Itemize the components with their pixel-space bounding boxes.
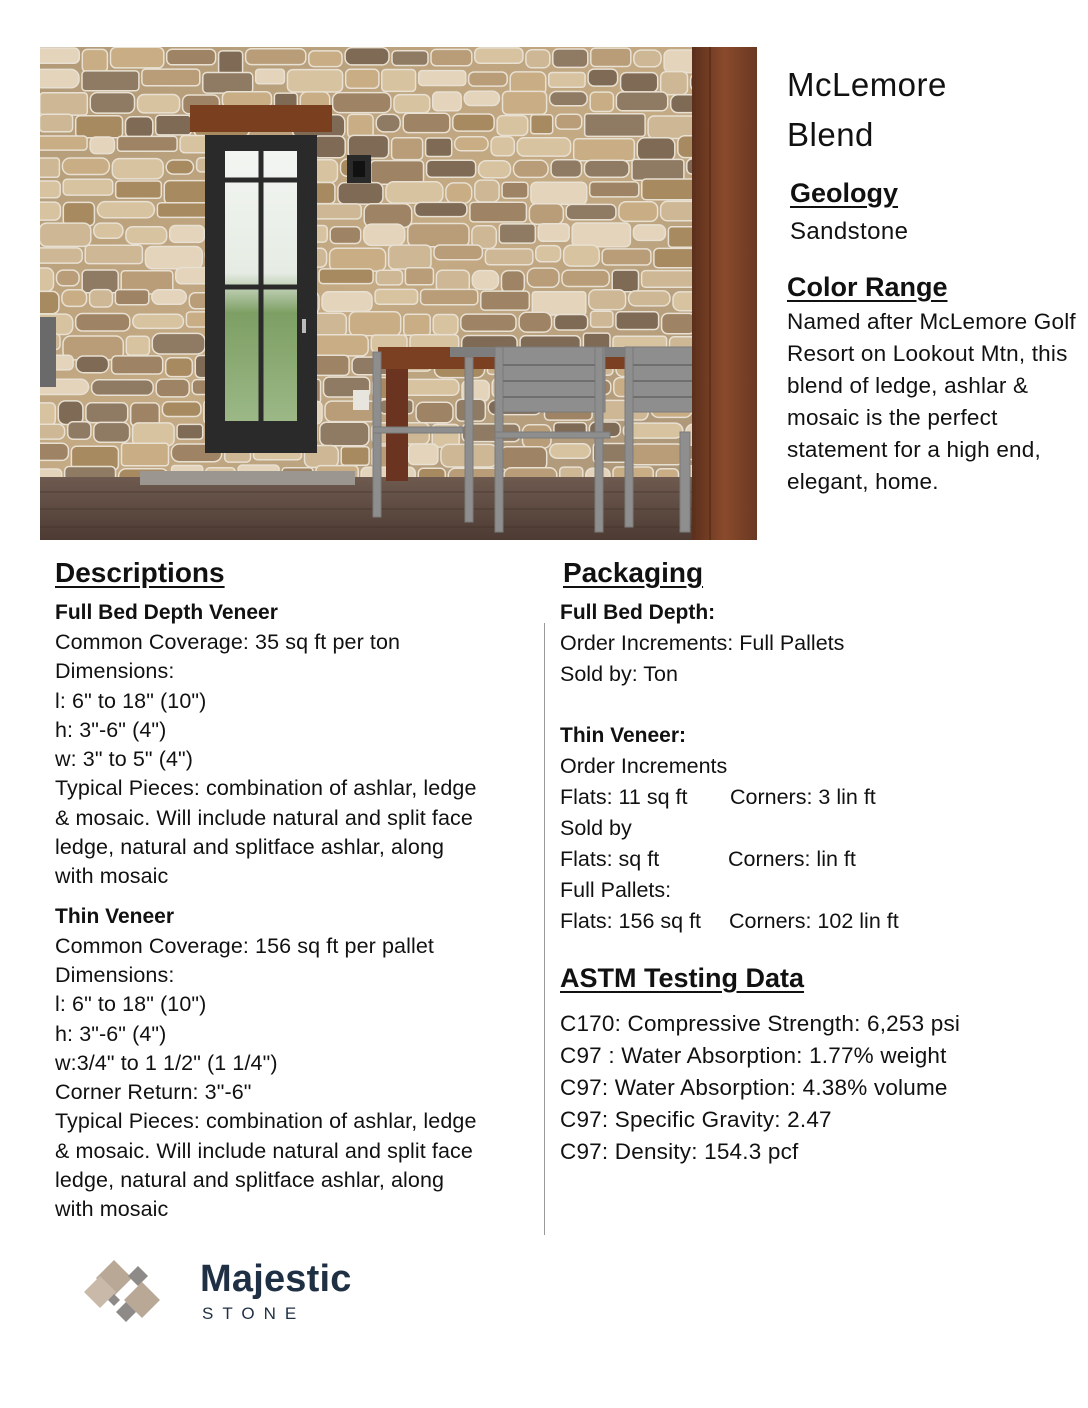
stone-texture [40,403,55,425]
stone-texture [313,136,345,158]
stone-texture [330,248,386,271]
stone-texture [404,314,430,335]
stone-texture [122,443,169,465]
desc-line: Dimensions: [55,659,175,684]
stone-texture [162,402,201,417]
stone-texture [371,161,424,185]
stone-texture [403,113,450,132]
thin-veneer-lines [55,932,525,1225]
stone-texture [591,311,613,327]
stone-texture [499,224,535,243]
pack-thin-title: Thin Veneer: [560,724,687,747]
stone-texture [40,424,65,439]
pack-line: Sold by [560,816,632,840]
stone-texture [538,224,569,242]
stone-texture [133,423,175,446]
stone-texture [40,181,60,198]
stone-texture [529,204,563,224]
stone-texture [550,92,588,106]
stone-texture [116,181,162,198]
stone-texture [433,92,462,111]
stone-texture [503,91,547,114]
color-range-heading: Color Range [787,272,948,302]
stone-texture [40,248,82,263]
stone-texture [517,138,570,156]
stone-texture [527,268,559,287]
stone-texture [40,136,87,150]
logo-subtitle: STONE [202,1304,306,1323]
stone-texture [126,336,149,355]
stone-texture [40,69,79,87]
stone-texture [58,401,83,425]
geology-value: Sandstone [790,218,909,245]
stone-texture [415,202,467,216]
stone-texture [322,292,372,312]
stone-texture [40,443,68,460]
stone-texture [549,73,585,88]
stone-texture [63,202,94,225]
stone-texture [532,292,586,315]
stone-texture [497,116,528,136]
stone-texture [616,312,659,330]
stone-texture [177,424,203,439]
stone-texture [464,91,499,105]
stone-texture [166,160,193,174]
stone-texture [145,247,202,269]
desc-line: l: 6" to 18" (10") [55,688,207,713]
stone-texture [346,69,379,88]
stone-texture [62,290,87,307]
stone-texture [591,48,631,66]
majestic-stone-logo-icon [80,1258,180,1328]
stone-texture [40,114,73,132]
stone-texture [94,223,123,238]
stone-texture [491,137,514,156]
stone-texture [138,95,180,113]
stone-texture [562,270,609,286]
pack-flats: Flats: 11 sq ft [560,785,688,809]
stone-texture [481,291,530,310]
stone-texture [502,182,528,198]
stone-texture [376,114,400,131]
stone-texture [386,182,443,203]
stone-texture [180,136,208,153]
pack-corners: Corners: 102 lin ft [729,909,899,933]
column-divider [544,623,545,1235]
title-line-1: McLemore [787,66,947,103]
stone-texture [392,138,423,160]
pack-full-bed-title: Full Bed Depth: [560,601,716,624]
pack-corners: Corners: lin ft [728,847,856,871]
desc-line: w:3/4" to 1 1/2" (1 1/4") [55,1050,278,1075]
stone-texture [631,444,681,465]
stone-texture [313,355,350,375]
stone-texture [86,403,128,423]
stone-texture [421,289,478,304]
stone-texture [167,49,216,65]
stone-texture [564,245,600,266]
stone-texture [90,290,113,307]
pack-corners: Corners: 3 lin ft [730,785,876,809]
stone-texture [94,422,130,442]
stone-texture [309,335,368,356]
stone-texture [585,114,645,137]
desc-line: Typical Pieces: combination of ashlar, ledge [55,1109,477,1134]
stone-texture [349,312,400,336]
stone-texture [632,159,684,180]
stone-texture [40,202,60,220]
stone-texture [551,160,581,178]
stone-texture [416,402,453,423]
desc-line: Typical Pieces: combination of ashlar, ledge [55,776,477,801]
stone-texture [203,73,253,94]
thin-veneer-title: Thin Veneer [55,904,175,928]
stone-texture [479,161,511,178]
stone-texture [566,204,616,219]
full-bed-lines [55,628,525,892]
desc-line: Dimensions: [55,962,175,987]
astm-line: C97: Specific Gravity: 2.47 [560,1107,832,1132]
stone-texture [514,160,549,177]
stone-texture [338,183,383,205]
title-line-2: Blend [787,116,874,153]
stone-texture [633,225,665,241]
stone-texture [637,138,675,161]
stone-texture [319,269,373,284]
stone-texture [556,114,582,129]
stone-texture [433,315,458,335]
desc-line: & mosaic. Will include natural and split face [55,805,473,830]
stone-texture [431,49,472,65]
stone-texture [472,271,498,290]
stone-texture [536,246,561,262]
stone-texture [40,48,79,63]
stone-texture [621,73,658,92]
stone-texture [219,51,243,74]
stone-texture [246,49,306,65]
stone-texture [40,223,91,246]
stone-texture [309,51,342,67]
stone-texture [170,226,205,243]
stone-texture [82,49,107,72]
stone-texture [602,249,651,265]
desc-line: w: 3" to 5" (4") [55,747,194,772]
stone-texture [90,137,114,154]
hero-photo [40,47,757,540]
stone-texture [152,290,187,305]
stone-texture [345,48,389,65]
stone-texture [590,92,613,111]
stone-texture [375,289,418,304]
stone-texture [152,333,205,354]
stone-texture [76,314,130,332]
stone-texture [330,227,361,244]
desc-line: & mosaic. Will include natural and split face [55,1138,473,1163]
pack-flats: Flats: 156 sq ft [560,909,702,933]
stone-texture [76,116,123,138]
stone-texture [619,202,658,222]
astm-line: C170: Compressive Strength: 6,253 psi [560,1011,961,1036]
stone-texture [475,48,523,63]
stone-texture [519,312,551,332]
stone-texture [320,422,369,446]
stone-texture [419,71,466,86]
stone-texture [590,182,639,197]
stone-texture [82,71,139,91]
stone-texture [434,245,482,260]
desc-line: with mosaic [55,864,169,889]
stone-texture [126,117,153,138]
stone-texture [642,271,696,288]
descriptions-section [55,598,525,1225]
desc-line: Common Coverage: 156 sq ft per pallet [55,933,434,958]
stone-texture [68,422,91,439]
stone-texture [500,447,546,470]
astm-list [560,1008,1060,1168]
packaging-heading: Packaging [563,557,704,588]
stone-texture [588,69,618,86]
stone-texture [156,379,189,397]
stone-texture [333,93,391,113]
stone-texture [470,202,527,222]
stone-texture [256,69,285,83]
stone-texture [126,227,167,244]
stone-texture [57,270,80,286]
stone-texture [526,50,550,68]
stone-texture [376,270,402,285]
descriptions-heading: Descriptions [55,557,225,588]
stone-texture [348,135,388,158]
desc-line: ledge, natural and splitface ashlar, along [55,1168,445,1193]
packaging-section [560,598,1060,937]
product-title [787,60,1077,160]
stone-texture [629,291,670,306]
stone-texture [408,444,438,465]
stone-texture [616,92,667,111]
stone-texture [585,160,630,177]
stone-texture [40,158,59,177]
stone-texture [446,183,472,203]
stone-texture [553,49,588,67]
color-range-text: Named after McLemore Golf Resort on Lookout Mtn, this blend of ledge, ashlar & mosaic is the perfect statement for a high end, elegant, home. [787,309,1076,494]
stone-texture [112,356,163,374]
pack-pair [560,844,1060,875]
astm-heading: ASTM Testing Data [560,963,805,993]
stone-texture [634,50,661,67]
stone-texture [408,224,469,247]
stone-texture [85,245,142,263]
stone-texture [287,70,342,92]
stone-texture [312,204,362,219]
pack-line: Order Increments [560,754,728,778]
stone-texture [550,444,591,458]
stone-texture [405,268,433,285]
stone-texture [166,358,193,377]
stone-texture [133,314,184,328]
stone-texture [382,70,416,92]
stone-texture [572,223,630,247]
pack-pair [560,906,1060,937]
stone-texture [469,72,508,86]
desc-line: l: 6" to 18" (10") [55,992,207,1017]
stone-texture [642,179,697,200]
stone-texture [394,95,430,113]
stone-texture [341,447,369,466]
stone-texture [90,93,134,114]
desc-line: Corner Return: 3"-6" [55,1080,252,1105]
stone-texture [453,114,494,131]
stone-texture [461,314,516,331]
desc-line: with mosaic [55,1197,169,1222]
stone-texture [612,270,638,292]
stone-texture [485,249,532,265]
stone-texture [531,182,587,204]
stone-texture [400,379,459,395]
stone-texture [455,137,488,151]
full-bed-title: Full Bed Depth Veneer [55,601,278,624]
stone-texture [389,245,431,269]
pack-flats: Flats: sq ft [560,847,660,871]
stone-texture [157,203,212,218]
stone-texture [325,401,377,422]
stone-texture [348,114,373,137]
stone-texture [589,290,626,310]
desc-line: h: 3"-6" (4") [55,717,167,742]
stone-texture [662,313,696,333]
pack-line: Full Pallets: [560,878,672,902]
stone-texture [112,159,163,179]
desc-line: ledge, natural and splitface ashlar, along [55,835,445,860]
astm-line: C97: Density: 154.3 pcf [560,1139,799,1164]
pack-pair [560,782,1060,813]
stone-texture [574,139,635,161]
stone-texture [115,290,148,305]
stone-texture [76,356,109,373]
stone-texture [111,47,164,68]
stone-texture [502,271,525,294]
stone-texture [40,291,59,313]
stone-texture [426,138,452,157]
stone-texture [142,69,200,86]
desc-line: Common Coverage: 35 sq ft per ton [55,630,401,654]
stone-texture [92,380,154,396]
stone-texture [156,115,191,135]
geology-heading: Geology [790,178,899,208]
stone-texture [427,160,476,177]
stone-texture [554,315,587,331]
stone-texture [40,93,87,115]
astm-line: C97 : Water Absorption: 1.77% weight [560,1043,947,1068]
pack-line: Sold by: Ton [560,662,678,686]
logo-wordmark: Majestic [200,1258,352,1300]
stone-texture [364,224,405,245]
stone-texture [661,72,688,95]
stone-texture [62,158,109,175]
pack-line: Order Increments: Full Pallets [560,631,845,655]
stone-texture [531,115,553,134]
stone-texture [40,268,54,291]
desc-line: h: 3"-6" (4") [55,1021,167,1046]
astm-line: C97: Water Absorption: 4.38% volume [560,1075,948,1100]
stone-texture [475,180,499,202]
stone-texture [117,136,177,151]
stone-texture [63,179,112,195]
stone-texture [392,51,428,66]
stone-texture [97,202,154,218]
